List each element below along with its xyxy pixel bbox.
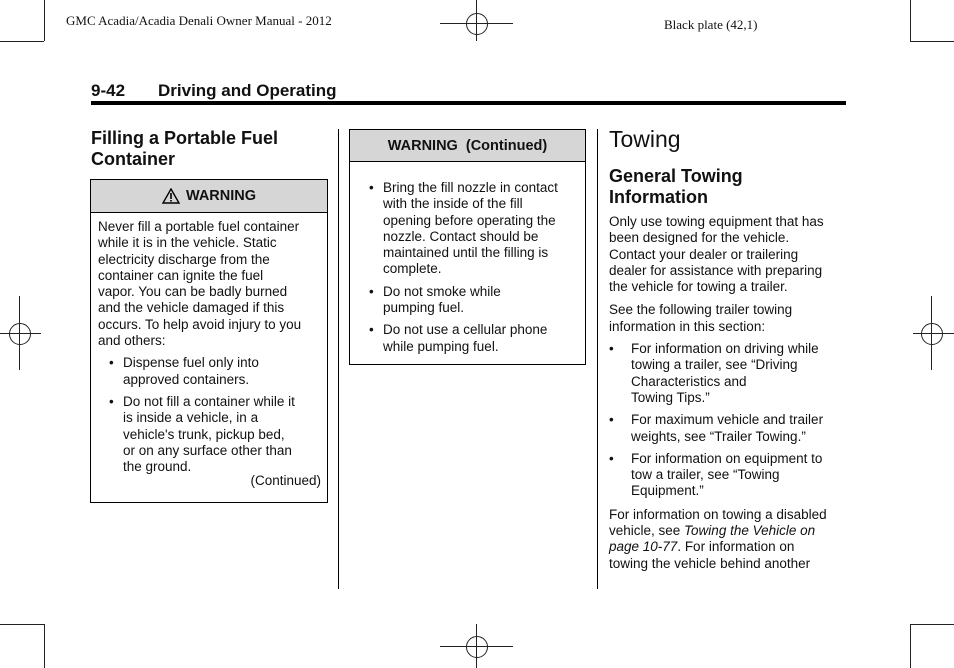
paragraph: For information on towing a disabled vehicle, see Towing the Vehicle on page 10-77. For information on towing the vehicle behind another xyxy=(609,506,827,571)
towing-body xyxy=(609,214,849,572)
paragraph: Only use towing equipment that has been designed for the vehicle. Contact your dealer or trailering dealer for assistance with preparing the vehicle for towing a trailer. xyxy=(609,214,824,295)
plate-label: Black plate (42,1) xyxy=(664,17,758,32)
paragraph: See the following trailer towing information in this section: xyxy=(609,302,793,334)
header-rule xyxy=(91,101,846,105)
crop-mark xyxy=(44,0,45,41)
list-item: • For information on equipment to tow a trailer, see “Towing Equipment.” xyxy=(609,450,823,499)
list-item: • For information on driving while towing a trailer, see “Driving Characteristics and Towing Tips.” xyxy=(609,341,819,405)
crop-mark xyxy=(910,41,954,42)
warning-box xyxy=(90,179,328,503)
warning-triangle-icon xyxy=(162,188,180,204)
warning-bullet: • Do not smoke while pumping fuel. xyxy=(369,283,501,316)
crop-mark xyxy=(910,0,911,41)
running-head xyxy=(91,81,337,101)
page-number: 9-42 xyxy=(91,81,126,100)
warning-bullet: • Do not use a cellular phone while pumping fuel. xyxy=(369,322,548,354)
warning-box-continued xyxy=(349,129,586,365)
warning-text: Never fill a portable fuel container while it is in the vehicle. Static electricity discharge from the container can ignite the fuel vapor. You can be badly burned and the vehicle damaged if this occurs. To help avoid injury to you and others: xyxy=(98,219,302,349)
section-title-towing: Towing xyxy=(609,126,681,152)
section-title: Driving and Operating xyxy=(158,81,337,100)
crop-mark xyxy=(910,624,954,625)
cross-reference: Towing the Vehicle on xyxy=(684,523,816,539)
warning-title: WARNING xyxy=(185,188,257,204)
manual-title: GMC Acadia/Acadia Denali Owner Manual - 2012 xyxy=(66,13,332,28)
warning-header xyxy=(91,180,327,213)
subheading-general-towing: General Towing Information xyxy=(609,166,743,207)
crop-mark xyxy=(910,624,911,668)
warning-bullet: • Bring the fill nozzle in contact with the inside of the fill opening before operating the nozzle. Contact should be maintained until the filling is complete. xyxy=(369,180,558,277)
crop-mark xyxy=(44,624,45,668)
column-divider xyxy=(597,129,598,589)
section-heading-fuel-container: Filling a Portable Fuel Container xyxy=(91,128,279,169)
column-divider xyxy=(338,129,339,589)
warning-title: WARNING (Continued) xyxy=(387,137,548,154)
crop-mark xyxy=(0,624,44,625)
crop-mark xyxy=(0,41,44,42)
list-item: • For maximum vehicle and trailer weights, see “Trailer Towing.” xyxy=(609,412,824,444)
cross-reference: page 10-77 xyxy=(609,539,678,555)
warning-bullet: • Dispense fuel only into approved containers. xyxy=(109,355,259,387)
continued-label: (Continued) xyxy=(250,473,321,489)
warning-bullet: • Do not fill a container while it is inside a vehicle, in a vehicle's trunk, pickup bed, or on any surface other than the ground. xyxy=(109,393,295,475)
warning-header xyxy=(350,130,585,162)
